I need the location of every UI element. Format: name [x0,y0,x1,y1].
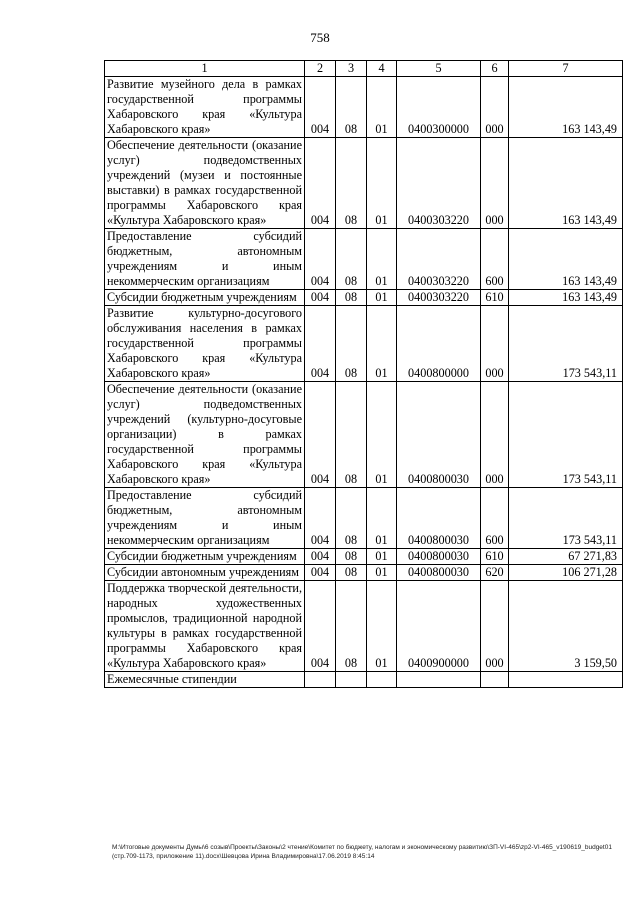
subsection-code-cell: 08 [336,565,367,581]
expense-type-cell: 000 [481,306,509,382]
table-header-row [105,61,623,77]
amount-cell: 67 271,83 [509,549,623,565]
table-row [105,229,623,290]
target-article-cell: 0400303220 [397,229,481,290]
amount-cell: 163 143,49 [509,290,623,306]
page-number: 758 [310,30,330,45]
section-code-cell: 004 [305,290,336,306]
section-code-cell: 004 [305,77,336,138]
expense-type-cell: 000 [481,382,509,488]
table-row [105,565,623,581]
header-cell: 4 [367,61,397,77]
table-row [105,382,623,488]
target-article-cell: 0400800030 [397,488,481,549]
subsection-code-cell: 08 [336,549,367,565]
subsection-code-cell: 08 [336,77,367,138]
header-cell: 2 [305,61,336,77]
subsubsection-code-cell: 01 [367,565,397,581]
amount-cell: 173 543,11 [509,306,623,382]
target-article-cell [397,672,481,688]
amount-cell: 163 143,49 [509,138,623,229]
row-name-cell: Поддержка творческой деятельности, народных художественных промыслов, традиционной народной культуры в рамках государственной программы Хабаровского края «Культура Хабаровского края» [105,581,305,672]
subsubsection-code-cell: 01 [367,382,397,488]
table-row [105,77,623,138]
subsubsection-code-cell: 01 [367,229,397,290]
target-article-cell: 0400800000 [397,306,481,382]
row-name-cell: Развитие музейного дела в рамках государственной программы Хабаровского края «Культура Хабаровского края» [105,77,305,138]
row-name-cell: Обеспечение деятельности (оказание услуг) подведомственных учреждений (музеи и постоянные выставки) в рамках государственной программы Хабаровского края «Культура Хабаровского края» [105,138,305,229]
file-path-footer: M:\Итоговые документы Думы\6 созыв\Проекты\Законы\2 чтение\Комитет по бюджету, налогам и экономическому развитию\ЗП-VI-465\zp2-VI-465_v190619_budget01 (стр.709-1173, приложение 11).docx\Шевцова Ирина Владимировна\17.06.2019 8:45:14 [112,844,612,860]
target-article-cell: 0400303220 [397,138,481,229]
amount-cell [509,672,623,688]
row-name-cell: Субсидии бюджетным учреждениям [105,549,305,565]
subsubsection-code-cell: 01 [367,290,397,306]
amount-cell: 106 271,28 [509,565,623,581]
budget-table [104,60,623,688]
section-code-cell: 004 [305,549,336,565]
section-code-cell: 004 [305,229,336,290]
amount-cell: 3 159,50 [509,581,623,672]
target-article-cell: 0400800030 [397,549,481,565]
subsection-code-cell: 08 [336,382,367,488]
expense-type-cell [481,672,509,688]
table-row [105,306,623,382]
table-row [105,581,623,672]
subsubsection-code-cell: 01 [367,77,397,138]
target-article-cell: 0400303220 [397,290,481,306]
subsection-code-cell: 08 [336,306,367,382]
table-row [105,549,623,565]
header-cell: 3 [336,61,367,77]
expense-type-cell: 600 [481,229,509,290]
target-article-cell: 0400800030 [397,565,481,581]
subsubsection-code-cell: 01 [367,549,397,565]
row-name-cell: Обеспечение деятельности (оказание услуг) подведомственных учреждений (культурно-досуговые организации) в рамках государственной программы Хабаровского края «Культура Хабаровского края» [105,382,305,488]
amount-cell: 173 543,11 [509,382,623,488]
subsubsection-code-cell: 01 [367,138,397,229]
subsection-code-cell: 08 [336,229,367,290]
row-name-cell: Субсидии бюджетным учреждениям [105,290,305,306]
section-code-cell: 004 [305,565,336,581]
row-name-cell: Предоставление субсидий бюджетным, автономным учреждениям и иным некоммерческим организациям [105,488,305,549]
table-row [105,138,623,229]
table-row [105,290,623,306]
header-cell: 7 [509,61,623,77]
expense-type-cell: 610 [481,549,509,565]
header-cell: 1 [105,61,305,77]
subsubsection-code-cell: 01 [367,306,397,382]
row-name-cell: Предоставление субсидий бюджетным, автономным учреждениям и иным некоммерческим организациям [105,229,305,290]
subsection-code-cell [336,672,367,688]
subsection-code-cell: 08 [336,488,367,549]
amount-cell: 173 543,11 [509,488,623,549]
expense-type-cell: 000 [481,77,509,138]
table-row [105,672,623,688]
expense-type-cell: 000 [481,138,509,229]
row-name-cell: Субсидии автономным учреждениям [105,565,305,581]
header-cell: 5 [397,61,481,77]
section-code-cell: 004 [305,306,336,382]
row-name-cell: Развитие культурно-досугового обслуживания населения в рамках государственной программы Хабаровского края «Культура Хабаровского края» [105,306,305,382]
subsubsection-code-cell [367,672,397,688]
amount-cell: 163 143,49 [509,229,623,290]
section-code-cell: 004 [305,488,336,549]
section-code-cell: 004 [305,581,336,672]
amount-cell: 163 143,49 [509,77,623,138]
target-article-cell: 0400900000 [397,581,481,672]
expense-type-cell: 000 [481,581,509,672]
row-name-cell: Ежемесячные стипендии [105,672,305,688]
subsection-code-cell: 08 [336,138,367,229]
expense-type-cell: 610 [481,290,509,306]
target-article-cell: 0400300000 [397,77,481,138]
expense-type-cell: 620 [481,565,509,581]
section-code-cell [305,672,336,688]
subsection-code-cell: 08 [336,290,367,306]
expense-type-cell: 600 [481,488,509,549]
table-row [105,488,623,549]
subsubsection-code-cell: 01 [367,581,397,672]
target-article-cell: 0400800030 [397,382,481,488]
section-code-cell: 004 [305,382,336,488]
header-cell: 6 [481,61,509,77]
subsubsection-code-cell: 01 [367,488,397,549]
subsection-code-cell: 08 [336,581,367,672]
section-code-cell: 004 [305,138,336,229]
